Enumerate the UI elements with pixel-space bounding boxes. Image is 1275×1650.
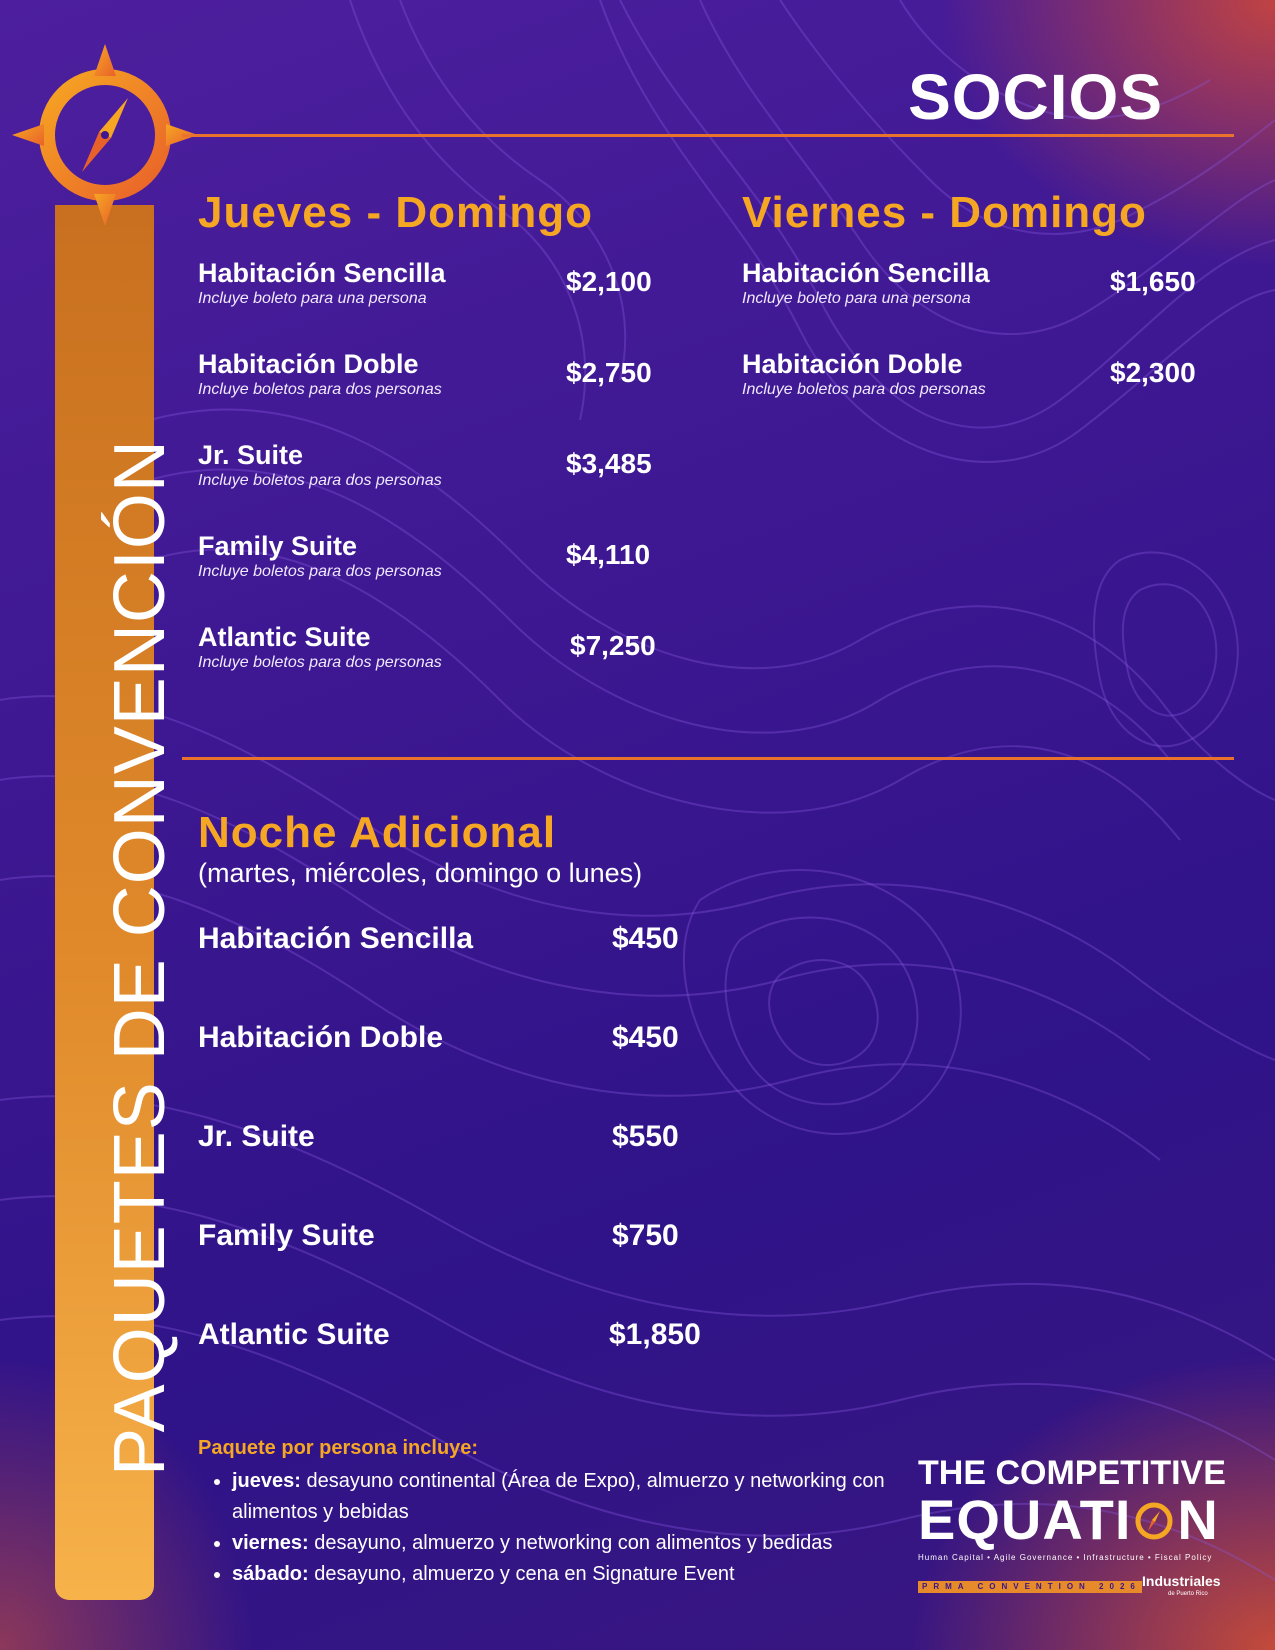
page-title: SOCIOS — [908, 61, 1163, 133]
noche-subheading: (martes, miércoles, domingo o lunes) — [198, 858, 643, 888]
viernes-item-price: $1,650 — [1110, 266, 1196, 297]
noche-item-price: $550 — [612, 1120, 679, 1153]
viernes-heading: Viernes - Domingo — [742, 188, 1147, 237]
package-list — [212, 1466, 912, 1590]
logo-line2-end: N — [1177, 1488, 1219, 1551]
noche-item-name: Jr. Suite — [198, 1120, 315, 1153]
viernes-item-name: Habitación Doble — [742, 349, 963, 379]
noche-item-price: $450 — [612, 1021, 679, 1054]
logo-convention: PRMA CONVENTION 2026 — [918, 1581, 1142, 1593]
logo-line1: THE COMPETITIVE — [918, 1454, 1226, 1492]
jueves-item-sub: Incluye boletos para dos personas — [198, 381, 442, 398]
package-text: desayuno, almuerzo y networking con alimentos y bedidas — [308, 1532, 833, 1554]
jueves-heading: Jueves - Domingo — [198, 188, 593, 237]
list-item — [232, 1528, 912, 1559]
noche-heading: Noche Adicional — [198, 808, 557, 857]
viernes-item-name: Habitación Sencilla — [742, 258, 990, 288]
package-text: desayuno continental (Área de Expo), almuerzo y networking con alimentos y bebidas — [232, 1470, 885, 1523]
jueves-item-name: Habitación Doble — [198, 349, 419, 379]
jueves-item-name: Jr. Suite — [198, 440, 304, 470]
package-text: desayuno, almuerzo y cena en Signature Event — [308, 1563, 735, 1585]
viernes-item-sub: Incluye boleto para una persona — [742, 290, 971, 307]
package-day: sábado: — [232, 1563, 309, 1585]
noche-item-price: $1,850 — [609, 1318, 701, 1351]
list-item — [232, 1466, 912, 1528]
jueves-item-price: $3,485 — [566, 448, 652, 479]
list-item — [232, 1559, 912, 1590]
jueves-item-sub: Incluye boletos para dos personas — [198, 472, 442, 489]
jueves-item-price: $2,750 — [566, 357, 652, 388]
noche-item-price: $750 — [612, 1219, 679, 1252]
jueves-item-sub: Incluye boleto para una persona — [198, 290, 427, 307]
noche-item-name: Habitación Doble — [198, 1021, 444, 1054]
jueves-item-name: Habitación Sencilla — [198, 258, 446, 288]
middle-divider — [182, 757, 1234, 760]
jueves-item-price: $2,100 — [566, 266, 652, 297]
package-day: jueves: — [232, 1470, 301, 1492]
logo-tagline: Human Capital • Agile Governance • Infrastructure • Fiscal Policy — [918, 1553, 1213, 1562]
logo-compass-icon — [1132, 1499, 1176, 1543]
noche-item-name: Atlantic Suite — [198, 1318, 390, 1351]
package-title: Paquete por persona incluye: — [198, 1437, 479, 1459]
logo-org: Industriales — [1142, 1573, 1221, 1589]
jueves-item-name: Family Suite — [198, 531, 358, 561]
viernes-item-sub: Incluye boletos para dos personas — [742, 381, 986, 398]
jueves-item-price: $7,250 — [570, 630, 656, 661]
top-divider — [182, 134, 1234, 137]
jueves-item-sub: Incluye boletos para dos personas — [198, 654, 442, 671]
event-logo — [918, 1454, 1240, 1597]
noche-item-name: Habitación Sencilla — [198, 922, 474, 955]
logo-org-sub: de Puerto Rico — [1168, 1591, 1208, 1597]
noche-item-name: Family Suite — [198, 1219, 375, 1252]
jueves-item-name: Atlantic Suite — [198, 622, 371, 652]
banner-title: PAQUETES DE CONVENCIÓN — [100, 439, 180, 1476]
jueves-item-sub: Incluye boletos para dos personas — [198, 563, 442, 580]
viernes-item-price: $2,300 — [1110, 357, 1196, 388]
logo-line2-start: EQUATI — [918, 1488, 1132, 1551]
noche-item-price: $450 — [612, 922, 679, 955]
package-day: viernes: — [232, 1532, 309, 1554]
logo-line2 — [918, 1488, 1240, 1551]
compass-icon — [10, 38, 200, 228]
jueves-item-price: $4,110 — [566, 539, 651, 570]
